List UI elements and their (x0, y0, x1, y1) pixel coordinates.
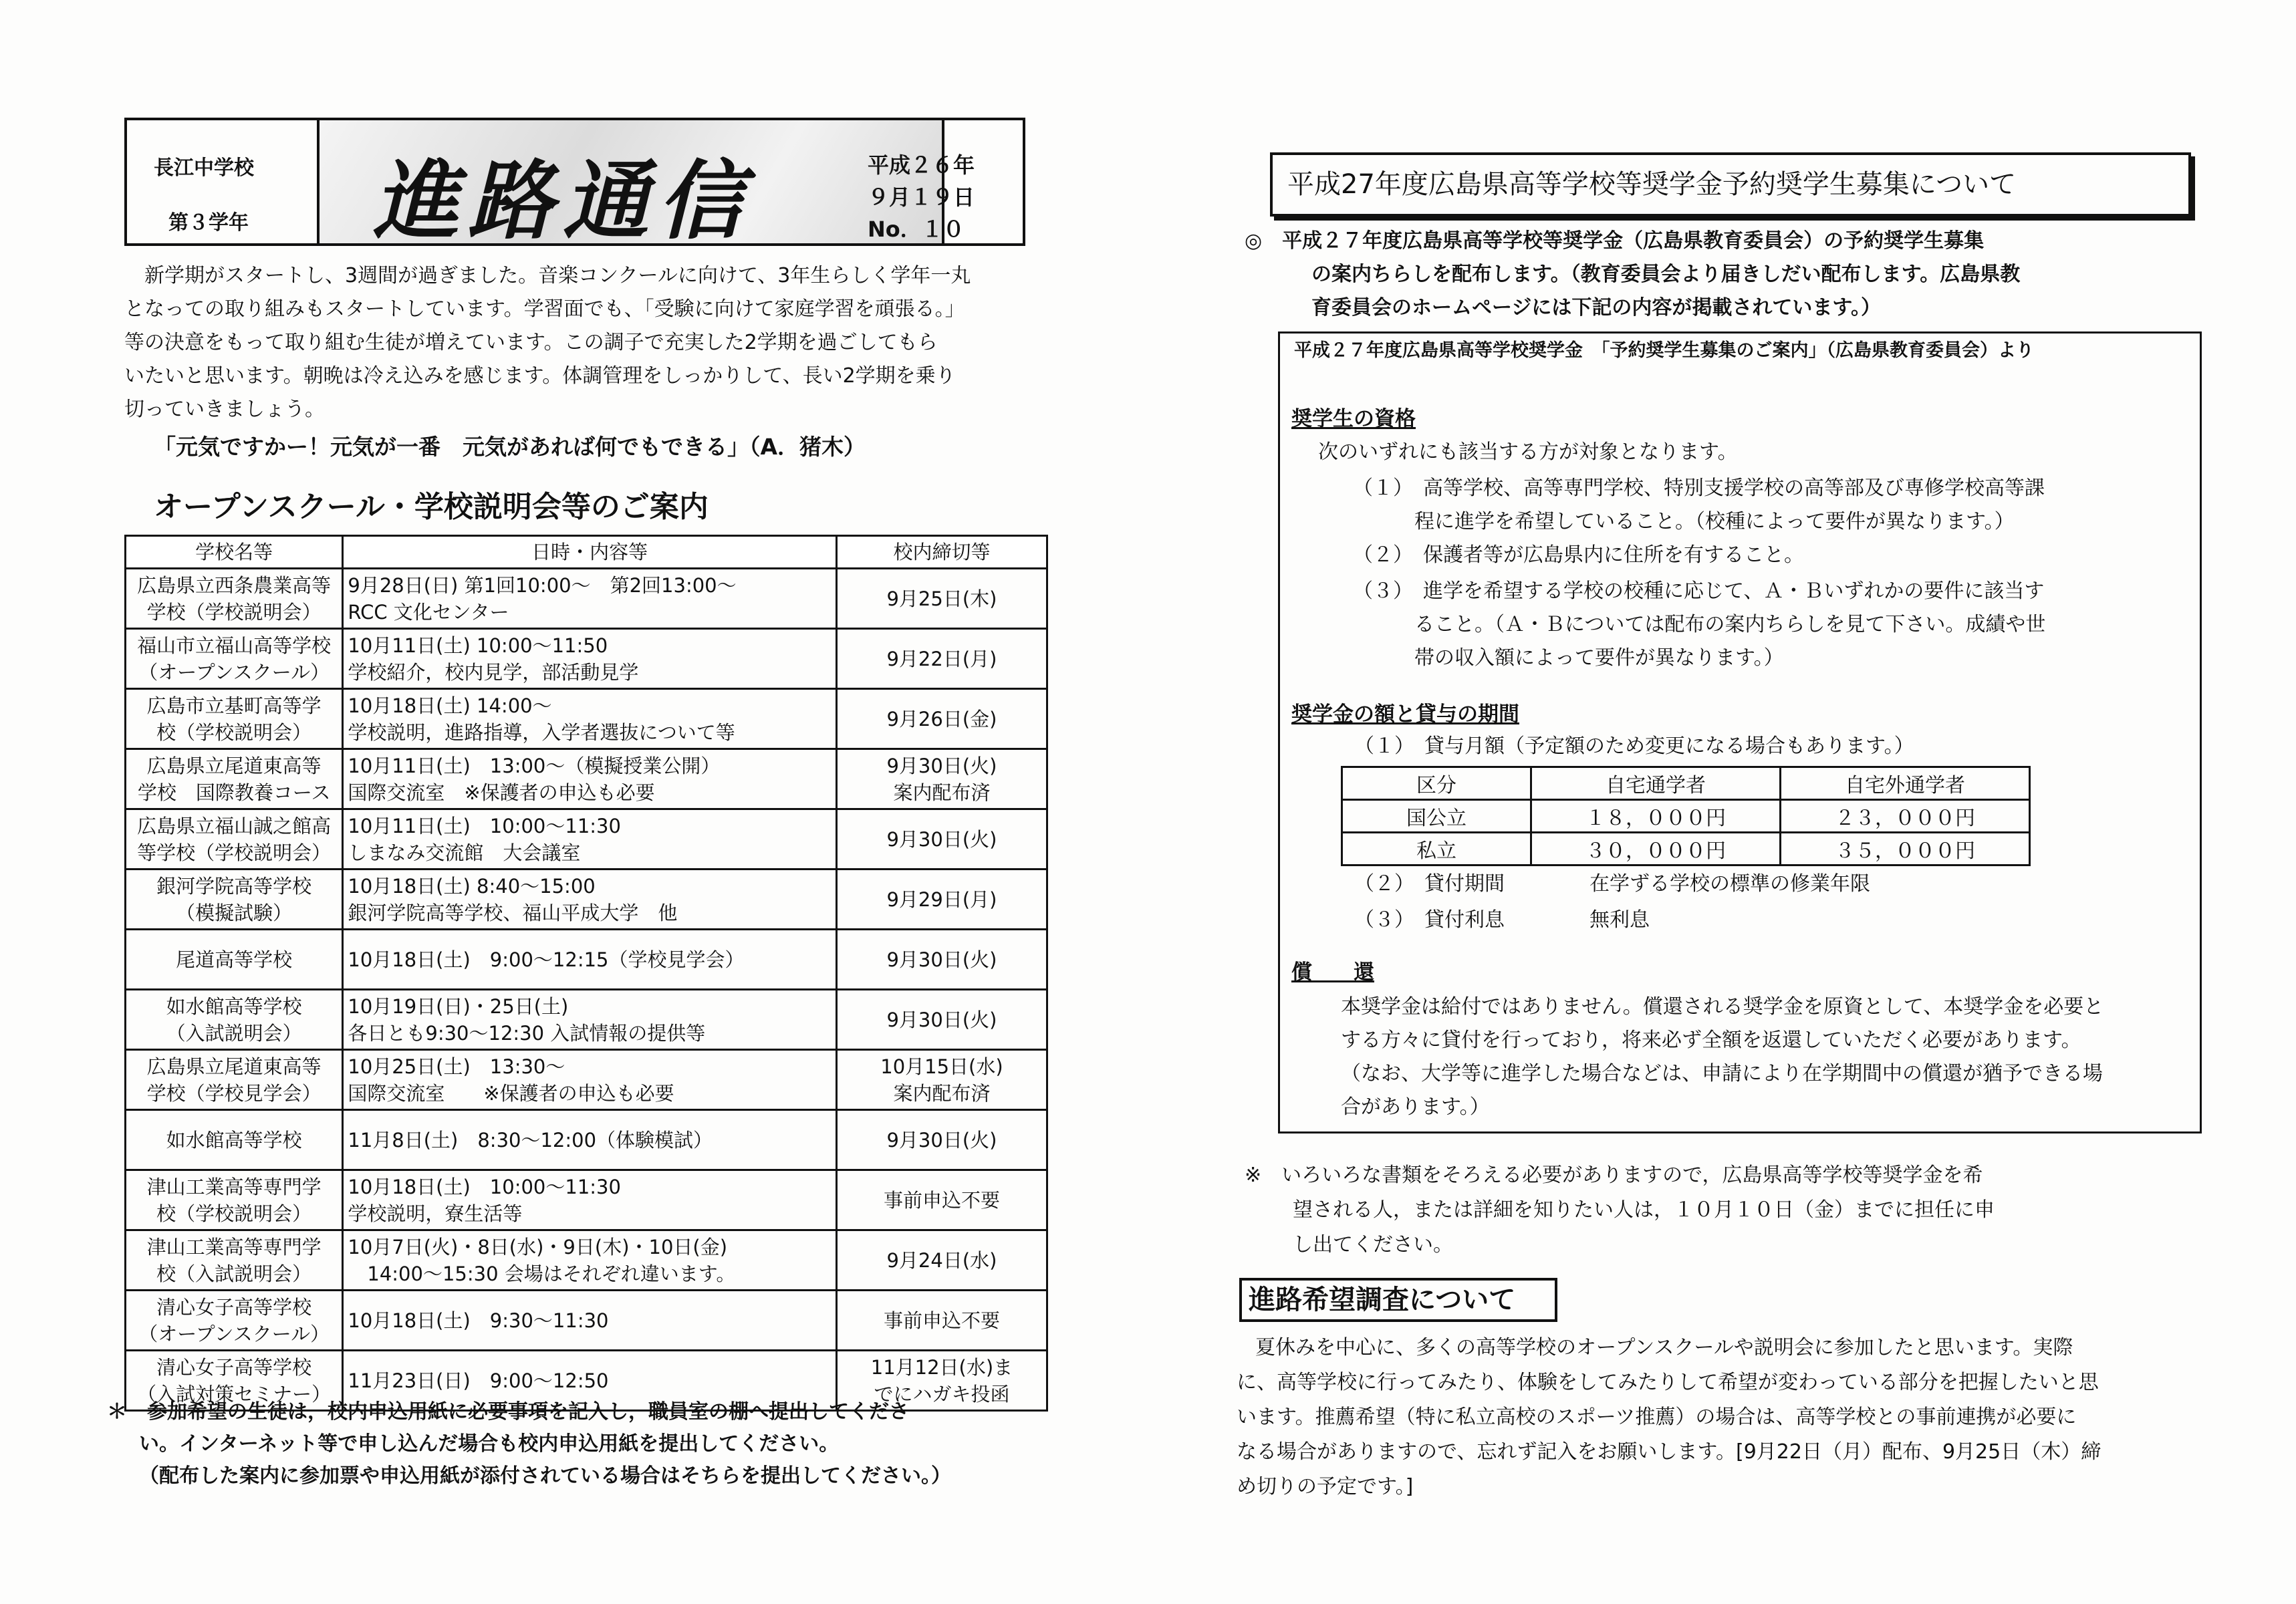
amount-col-home: 自宅通学者 (1531, 767, 1781, 800)
school-cell (126, 689, 343, 749)
scholarship-intro-line: 育委員会のホームページには下記の内容が掲載されています。） (1311, 296, 1881, 319)
issue-year: 平成２６年 (868, 152, 975, 178)
qualification-heading: 奨学生の資格 (1291, 407, 1416, 431)
monthly-amount-label: （１） 貸与月額（予定額のため変更になる場合もあります。） (1354, 734, 1914, 758)
survey-line: います。推薦希望（特に私立高校のスポーツ推薦）の場合は、高等学校との事前連携が必要に (1237, 1406, 2077, 1429)
detail-cell (343, 1230, 837, 1291)
amount-cell: １８，０００円 (1531, 800, 1781, 833)
deadline-cell-line: 9月30日(火) (886, 754, 997, 777)
deadline-cell-line: 9月22日(月) (886, 647, 997, 670)
deadline-cell (836, 809, 1047, 870)
loan-period-label: （２） 貸付期間 (1354, 872, 1505, 896)
school-cell (126, 1050, 343, 1110)
school-cell-line: 学校（学校説明会） (146, 600, 322, 624)
repayment-line: する方々に貸付を行っており，将来必ず全額を返還していただく必要があります。 (1341, 1029, 2081, 1052)
table-row (126, 870, 1047, 930)
deadline-cell (836, 629, 1047, 689)
info-box-title: 平成２７年度広島県高等学校奨学金 「予約奨学生募集のご案内」（広島県教育委員会）より (1294, 340, 2034, 361)
school-cell-line: 銀河学院高等学校 (156, 874, 312, 898)
detail-cell-line: RCC 文化センター (348, 600, 509, 624)
col-header-detail: 日時・内容等 (343, 536, 837, 569)
table-row (126, 689, 1047, 749)
school-cell (126, 1110, 343, 1170)
school-cell-line: 校（学校説明会） (156, 1202, 312, 1225)
deadline-cell-line: 案内配布済 (893, 1081, 991, 1105)
detail-cell-line: 国際交流室 ※保護者の申込も必要 (348, 781, 655, 804)
issue-date: ９月１９日 (868, 184, 975, 210)
school-cell-line: 津山工業高等専門学 (146, 1175, 322, 1198)
amount-heading: 奨学金の額と貸与の期間 (1291, 702, 1519, 726)
deadline-cell (836, 1170, 1047, 1230)
amount-cell: ３０，０００円 (1531, 833, 1781, 865)
detail-cell (343, 749, 837, 809)
masthead-title: 進路通信 (373, 151, 753, 251)
amount-col-away: 自宅外通学者 (1781, 767, 2030, 800)
deadline-cell-line: でにハガキ投函 (874, 1382, 1010, 1406)
table-row (126, 1050, 1047, 1110)
survey-line: 夏休みを中心に、多くの高等学校のオープンスクールや説明会に参加したと思います。実際 (1255, 1336, 2073, 1359)
deadline-cell-line: 9月29日(月) (886, 888, 997, 911)
table-row (126, 629, 1047, 689)
amount-col-category: 区分 (1342, 767, 1531, 800)
detail-cell-line: 10月18日(土) 9:00～12:15（学校見学会） (348, 948, 745, 971)
deadline-cell (836, 689, 1047, 749)
open-school-heading: オープンスクール・学校説明会等のご案内 (154, 490, 709, 524)
school-cell (126, 1170, 343, 1230)
detail-cell-line: 9月28日(日) 第1回10:00～ 第2回13:00～ (348, 573, 737, 597)
deadline-cell (836, 749, 1047, 809)
detail-cell-line: 10月25日(土) 13:30～ (348, 1055, 565, 1078)
detail-cell-line: 10月11日(土) 10:00～11:30 (348, 814, 621, 837)
school-cell (126, 1230, 343, 1291)
repayment-line: （なお、大学等に進学した場合などは、申請により在学期間中の償還が猶予できる場 (1341, 1062, 2103, 1085)
deadline-cell-line: 9月30日(火) (886, 948, 997, 971)
school-cell (126, 749, 343, 809)
school-cell-line: 広島県立福山誠之館高 (137, 814, 332, 837)
grade-label: 第３学年 (168, 211, 249, 235)
open-school-table (124, 535, 1048, 1412)
header-school-cell (127, 120, 320, 243)
deadline-cell (836, 1291, 1047, 1351)
amount-table (1341, 766, 2031, 866)
deadline-cell-line: 9月25日(木) (886, 587, 997, 610)
table-row (126, 809, 1047, 870)
school-cell-line: （模擬試験） (176, 901, 293, 924)
survey-line: なる場合がありますので、忘れず記入をお願いします。[9月22日（月）配布、9月25日（木）締 (1237, 1440, 2101, 1464)
intro-line: となっての取り組みもスタートしています。学習面でも、「受験に向けて家庭学習を頑張る。」 (124, 297, 965, 321)
footnote-line: （配布した案内に参加票や申込用紙が添付されている場合はそちらを提出してください。） (139, 1464, 951, 1488)
amount-cell: 私立 (1342, 833, 1531, 865)
school-cell-line: 尾道高等学校 (176, 948, 293, 971)
detail-cell-line: 国際交流室 ※保護者の申込も必要 (348, 1081, 674, 1105)
detail-cell (343, 629, 837, 689)
survey-line: に、高等学校に行ってみたり、体験をしてみたりして希望が変わっている部分を把握したいと思 (1237, 1371, 2099, 1394)
loan-interest-label: （３） 貸付利息 (1354, 908, 1505, 932)
detail-cell-line: 学校説明，寮生活等 (348, 1202, 523, 1225)
deadline-cell-line: 10月15日(水) (880, 1055, 1003, 1078)
scholarship-title: 平成27年度広島県高等学校等奨学金予約奨学生募集について (1270, 152, 2191, 217)
table-row (126, 930, 1047, 990)
school-cell-line: 広島県立西条農業高等 (137, 573, 332, 597)
deadline-cell-line: 9月30日(火) (886, 1008, 997, 1031)
detail-cell-line: 各日とも9:30～12:30 入試情報の提供等 (348, 1021, 706, 1045)
deadline-cell (836, 1230, 1047, 1291)
detail-cell-line: 11月8日(土) 8:30～12:00（体験模試） (348, 1128, 713, 1152)
school-name: 長江中学校 (154, 156, 254, 180)
deadline-cell (836, 990, 1047, 1050)
survey-title: 進路希望調査について (1239, 1278, 1557, 1322)
qualification-item: （１） 高等学校、高等専門学校、特別支援学校の高等部及び専修学校高等課 (1353, 477, 2045, 500)
school-cell-line: 広島県立尾道東高等 (146, 1055, 322, 1078)
deadline-cell-line: 事前申込不要 (883, 1309, 1000, 1332)
school-cell-line: 等学校（学校説明会） (137, 841, 332, 864)
school-cell-line: 校（学校説明会） (156, 720, 312, 744)
school-cell-line: 如水館高等学校 (166, 1128, 302, 1152)
repayment-line: 合があります。） (1341, 1095, 1490, 1119)
detail-cell (343, 990, 837, 1050)
school-cell-line: （入試対策セミナー） (137, 1382, 332, 1406)
detail-cell-line: しまなみ交流館 大会議室 (348, 841, 581, 864)
inoki-quote: 「元気ですかー！元気が一番 元気があれば何でもできる」（A．猪木） (154, 434, 866, 460)
deadline-cell (836, 569, 1047, 629)
masthead-cell (320, 120, 944, 251)
detail-cell-line: 11月23日(日) 9:00～12:50 (348, 1369, 609, 1392)
table-row (126, 1170, 1047, 1230)
amount-header-row (1342, 767, 2030, 800)
survey-line: め切りの予定です。] (1237, 1475, 1414, 1498)
table-row (126, 749, 1047, 809)
detail-cell (343, 1110, 837, 1170)
table-row (126, 1230, 1047, 1291)
detail-cell-line: 学校紹介，校内見学，部活動見学 (348, 660, 639, 684)
note-line: し出てください。 (1293, 1233, 1453, 1256)
qualification-item: （３） 進学を希望する学校の校種に応じて、Ａ・Ｂいずれかの要件に該当す (1353, 579, 2045, 603)
school-cell (126, 809, 343, 870)
school-cell-line: （オープンスクール） (138, 1322, 330, 1345)
detail-cell-line: 10月7日(火)・8日(水)・9日(木)・10日(金) (348, 1235, 728, 1258)
col-header-school: 学校名等 (126, 536, 343, 569)
detail-cell-line: 10月18日(土) 8:40～15:00 (348, 874, 596, 898)
scholarship-intro-line: の案内ちらしを配布します。（教育委員会より届きしだい配布します。広島県教 (1311, 263, 2021, 286)
school-cell-line: 清心女子高等学校 (156, 1295, 312, 1319)
loan-period-value: 在学ずる学校の標準の修業年限 (1589, 872, 1870, 896)
detail-cell (343, 1291, 837, 1351)
table-header-row (126, 536, 1047, 569)
amount-cell: ３５，０００円 (1781, 833, 2030, 865)
school-cell-line: 学校 国際教養コース (137, 781, 331, 804)
detail-cell-line: 10月18日(土) 10:00～11:30 (348, 1175, 621, 1198)
repayment-heading: 償 還 (1291, 960, 1374, 984)
footnote-line: い。インターネット等で申し込んだ場合も校内申込用紙を提出してください。 (139, 1432, 840, 1456)
detail-cell-line: 10月11日(土) 13:00～（模擬授業公開） (348, 754, 721, 777)
school-cell-line: 津山工業高等専門学 (146, 1235, 322, 1258)
scholarship-intro-line: ◎ 平成２７年度広島県高等学校等奨学金（広島県教育委員会）の予約奨学生募集 (1245, 229, 1985, 253)
deadline-cell (836, 930, 1047, 990)
repayment-line: 本奨学金は給付ではありません。償還される奨学金を原資として、本奨学金を必要と (1341, 995, 2104, 1019)
detail-cell (343, 1170, 837, 1230)
deadline-cell (836, 870, 1047, 930)
detail-cell (343, 1050, 837, 1110)
school-cell-line: （入試説明会） (166, 1021, 302, 1045)
intro-line: 切っていきましょう。 (124, 398, 325, 421)
detail-cell (343, 870, 837, 930)
intro-line: いたいと思います。朝晩は冷え込みを感じます。体調管理をしっかりして、長い2学期を乗り (124, 364, 956, 388)
school-cell (126, 569, 343, 629)
deadline-cell-line: 事前申込不要 (883, 1188, 1000, 1212)
detail-cell (343, 569, 837, 629)
deadline-cell (836, 1050, 1047, 1110)
school-cell-line: 清心女子高等学校 (156, 1355, 312, 1379)
school-cell (126, 930, 343, 990)
deadline-cell-line: 11月12日(水)ま (870, 1355, 1013, 1379)
detail-cell-line: 10月19日(日)・25日(土) (348, 994, 569, 1018)
detail-cell-line: 学校説明，進路指導，入学者選抜について等 (348, 720, 735, 744)
table-row (126, 990, 1047, 1050)
school-cell-line: 広島市立基町高等学 (146, 694, 322, 717)
deadline-cell-line: 9月30日(火) (886, 1128, 997, 1152)
deadline-cell-line: 案内配布済 (893, 781, 991, 804)
school-cell (126, 990, 343, 1050)
school-cell (126, 870, 343, 930)
detail-cell-line: 10月18日(土) 14:00～ (348, 694, 552, 717)
amount-cell: 国公立 (1342, 800, 1531, 833)
detail-cell-line: 10月11日(土) 10:00～11:50 (348, 634, 608, 657)
amount-row-private (1342, 833, 2030, 865)
deadline-cell-line: 9月30日(火) (886, 827, 997, 851)
qualification-item: （２） 保護者等が広島県内に住所を有すること。 (1353, 543, 1804, 567)
detail-cell (343, 930, 837, 990)
school-cell (126, 629, 343, 689)
school-cell (126, 1291, 343, 1351)
intro-line: 新学期がスタートし、3週間が過ぎました。音楽コンクールに向けて、3年生らしく学年一丸 (144, 264, 971, 287)
qualification-item: ること。（Ａ・Ｂについては配布の案内ちらしを見て下さい。成績や世 (1414, 613, 2046, 636)
detail-cell-line: 銀河学院高等学校、福山平成大学 他 (348, 901, 678, 924)
school-cell-line: 福山市立福山高等学校 (137, 634, 332, 657)
deadline-cell-line: 9月24日(水) (886, 1248, 997, 1272)
school-cell-line: 如水館高等学校 (166, 994, 302, 1018)
detail-cell-line: 14:00～15:30 会場はそれぞれ違います。 (348, 1262, 736, 1285)
intro-line: 等の決意をもって取り組む生徒が増えています。この調子で充実した2学期を過ごしてもら (124, 331, 938, 354)
amount-row-public (1342, 800, 2030, 833)
deadline-cell (836, 1110, 1047, 1170)
deadline-cell-line: 9月26日(金) (886, 707, 997, 730)
table-row (126, 569, 1047, 629)
footnote-line: ＊ 参加希望の生徒は，校内申込用紙に必要事項を記入し，職員室の棚へ提出してくださ (107, 1400, 909, 1424)
school-cell-line: 広島県立尾道東高等 (146, 754, 322, 777)
table-row (126, 1291, 1047, 1351)
school-cell-line: （オープンスクール） (138, 660, 330, 684)
school-cell-line: 校（入試説明会） (156, 1262, 312, 1285)
amount-cell: ２３，０００円 (1781, 800, 2030, 833)
col-header-deadline: 校内締切等 (836, 536, 1047, 569)
qualification-item: 程に進学を希望していること。（校種によって要件が異なります。） (1414, 510, 2015, 533)
loan-interest-value: 無利息 (1589, 908, 1650, 932)
issue-number: No．１０ (868, 217, 965, 242)
detail-cell (343, 689, 837, 749)
note-line: ※ いろいろな書類をそろえる必要がありますので，広島県高等学校等奨学金を希 (1245, 1164, 1983, 1187)
detail-cell-line: 10月18日(土) 9:30～11:30 (348, 1309, 609, 1332)
note-line: 望される人，または詳細を知りたい人は，１０月１０日（金）までに担任に申 (1293, 1198, 1995, 1222)
detail-cell (343, 809, 837, 870)
school-cell-line: 学校（学校見学会） (146, 1081, 322, 1105)
qualification-item: 帯の収入額によって要件が異なります。） (1414, 646, 1784, 670)
table-row (126, 1110, 1047, 1170)
qualification-lead: 次のいずれにも該当する方が対象となります。 (1318, 440, 1738, 464)
